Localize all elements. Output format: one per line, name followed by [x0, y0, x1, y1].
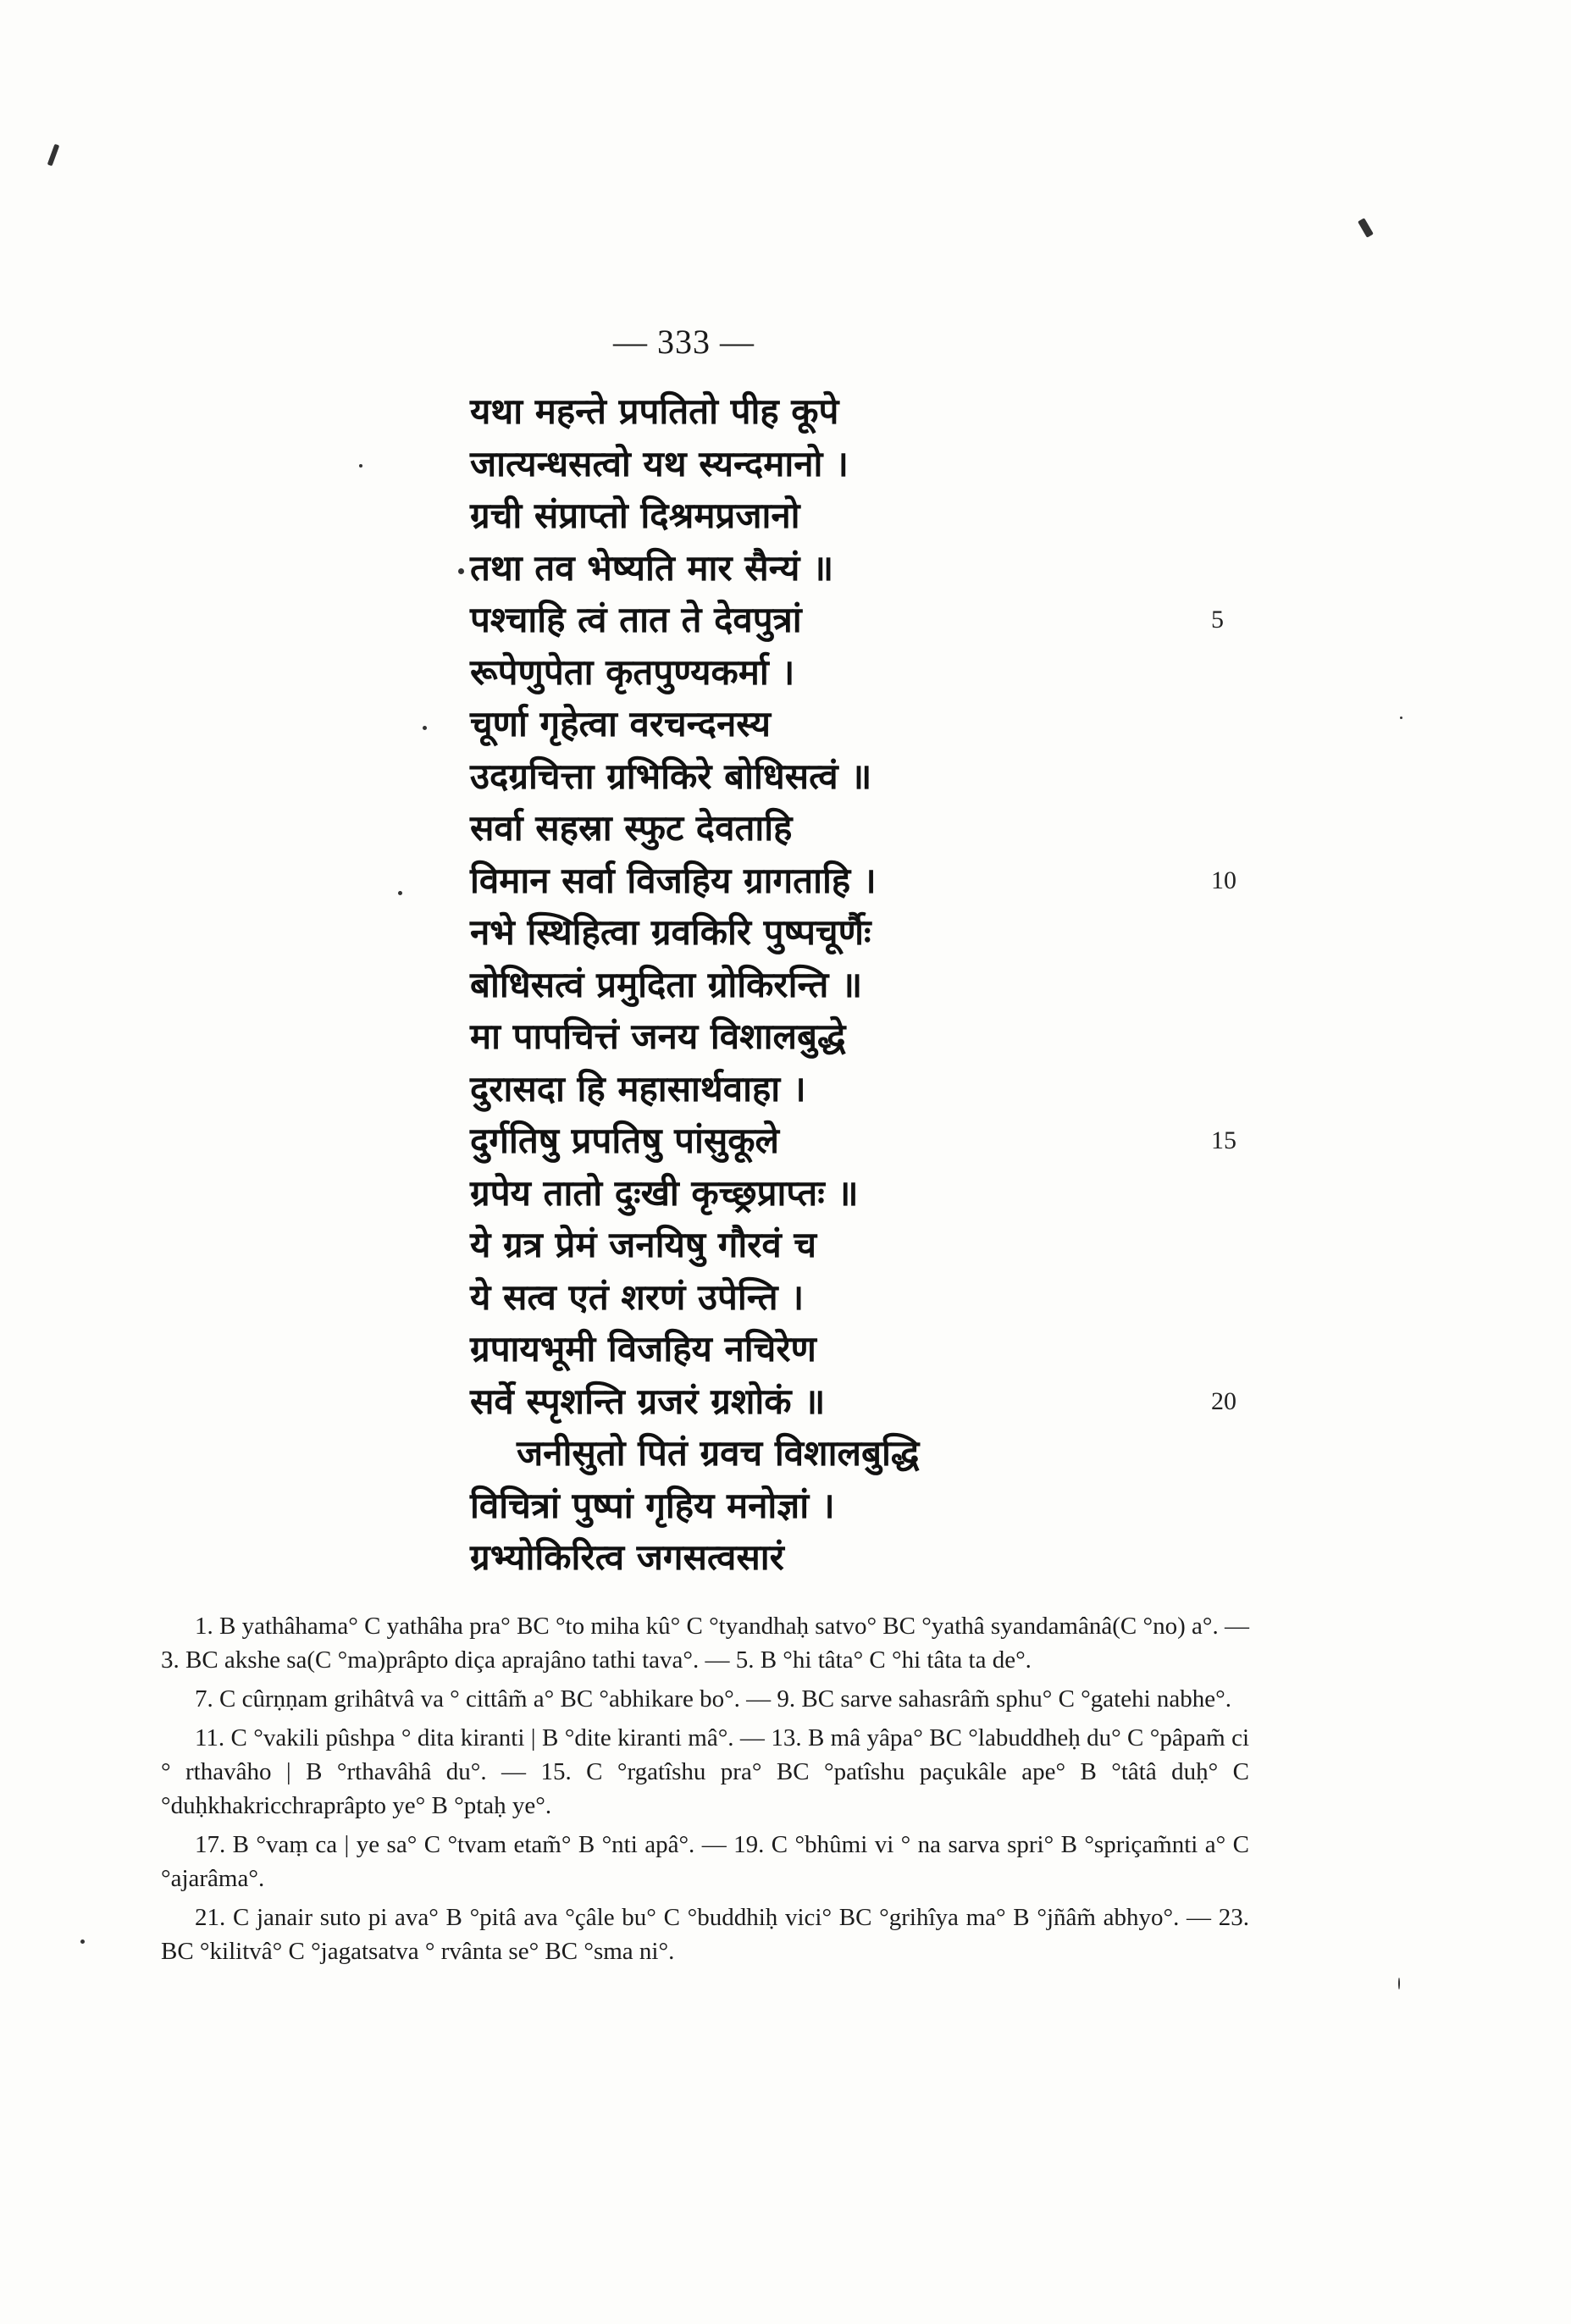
verse-line [470, 1375, 1236, 1428]
verse-line [470, 959, 1232, 1011]
verse-text: विचित्रां पुष्पां गृहिय मनोज्ञां । [470, 1484, 835, 1526]
verse-text: बोधिसत्वं प्रमुदिता ग्रोकिरन्ति ॥ [470, 963, 863, 1005]
line-number: 5 [1211, 606, 1224, 634]
verse-text: चूर्णा गृहेत्वा वरचन्दनस्य [470, 703, 771, 744]
scan-speck [47, 144, 60, 166]
verse-text: मा पापचित्तं जनय विशालबुद्धे [470, 1015, 846, 1057]
scan-speck [423, 726, 427, 730]
verse-text: ग्रपेय तातो दुःखी कृच्छ्रप्राप्तः ॥ [470, 1171, 859, 1214]
verse-line [470, 1167, 1232, 1220]
line-number: 15 [1211, 1126, 1236, 1154]
verse-text: दुर्गतिषु प्रपतिषु पांसुकूले [470, 1120, 779, 1161]
footnote: 17. B °vaṃ ca | ye sa° C °tvam etam̃° B °nti apâ°. — 19. C °bhûmi vi ° na sarva spri° B °spriçam̃nti a° C °ajarâma°. [161, 1831, 1249, 1892]
footnotes [161, 1609, 1249, 1973]
scan-speck [359, 464, 362, 468]
verse-block [470, 385, 1236, 1584]
verse-line [470, 698, 1232, 750]
verse-line [470, 1531, 1232, 1584]
verse-line [470, 646, 1232, 699]
footnote: 1. B yathâhama° C yathâha pra° BC °to miha kû° C °tyandhaḥ satvo° BC °yathâ syandamânâ(C °no) a°. — 3. BC akshe sa(C °ma)prâpto diça aprajâno tathi tava°. — 5. B °hi tâta° C °hi tâta ta de°. [161, 1613, 1249, 1674]
scan-speck [1400, 717, 1402, 719]
verse-line [470, 1063, 1232, 1115]
scan-speck [398, 891, 402, 895]
scan-speck [1358, 218, 1374, 238]
verse-line [470, 1115, 1236, 1167]
verse-line [470, 906, 1232, 959]
scan-speck [80, 1939, 85, 1944]
scan-speck [458, 568, 464, 574]
verse-line [470, 1219, 1232, 1271]
verse-line [470, 855, 1236, 907]
verse-line [470, 1271, 1232, 1324]
verse-text: ये ग्रत्र प्रेमं जनयिषु गौरवं च [470, 1224, 817, 1265]
footnote: 11. C °vakili pûshpa ° dita kiranti | B °dite kiranti mâ°. — 13. B mâ yâpa° BC °labuddheḥ du° C °pâpam̃ ci ° rthavâho | B °rthavâhâ du°. — 15. C °rgatîshu pra° BC °patîshu paçukâle ape° B °tâtâ duḥ° C °duḥkhakricchraprâpto ye° B °ptaḥ ye°. [161, 1724, 1249, 1819]
verse-text: यथा महन्ते प्रपतितो पीह कूपे [470, 390, 839, 432]
verse-text: विमान सर्वा विजहिय ग्रागताहि । [470, 859, 877, 901]
verse-line [470, 438, 1232, 490]
verse-text: जनीसुतो पितं ग्रवच विशालबुद्धि [517, 1432, 920, 1474]
scan-speck [1398, 1978, 1400, 1989]
verse-text: सर्वा सहस्रा स्फुट देवताहि [470, 807, 793, 849]
verse-text: ये सत्व एतं शरणं उपेन्ति । [470, 1275, 805, 1318]
verse-line [470, 594, 1232, 646]
footnote: 7. C cûrṇṇam grihâtvâ va ° cittâm̃ a° BC °abhikare bo°. — 9. BC sarve sahasrâm̃ sphu° C °gatehi nabhe°. [195, 1685, 1231, 1713]
verse-text: जात्यन्धसत्वो यथ स्यन्दमानो । [470, 442, 849, 484]
footnote: 21. C janair suto pi ava° B °pitâ ava °çâle bu° C °buddhiḥ vici° BC °grihîya ma° B °jñâm̃ abhyo°. — 23. BC °kilitvâ° C °jagatsatva ° rvânta se° BC °sma ni°. [161, 1904, 1249, 1965]
verse-line [470, 385, 1232, 438]
verse-line [470, 802, 1232, 855]
verse-text: ग्रची संप्राप्तो दिश्रमप्रजानो [470, 495, 800, 536]
verse-line [470, 490, 1232, 542]
page-number: — 333 — [613, 323, 755, 361]
verse-text: ग्रपायभूमी विजहिय नचिरेण [470, 1328, 816, 1370]
verse-text: रूपेणुपेता कृतपुण्यकर्मा । [470, 650, 795, 693]
verse-text: ग्रभ्योकिरित्व जगसत्वसारं [470, 1536, 784, 1578]
line-number: 20 [1211, 1386, 1236, 1415]
verse-line [470, 750, 1232, 803]
verse-line [470, 1010, 1232, 1063]
verse-text: उदग्रचित्ता ग्रभिकिरे बोधिसत्वं ॥ [470, 755, 872, 797]
verse-text: नभे स्थिहित्वा ग्रवकिरि पुष्पचूर्णैः [470, 911, 871, 953]
verse-line [470, 1480, 1232, 1532]
verse-line [470, 1323, 1232, 1375]
verse-line [470, 1427, 1232, 1480]
line-number: 10 [1211, 866, 1236, 894]
verse-text: दुरासदा हि महासार्थवाहा । [470, 1067, 806, 1109]
verse-text: सर्वे स्पृशन्ति ग्रजरं ग्रशोकं ॥ [470, 1380, 826, 1422]
verse-text: तथा तव भेष्यति मार सैन्यं ॥ [470, 546, 834, 589]
verse-text: पश्चाहि त्वं तात ते देवपुत्रां [470, 599, 802, 640]
verse-line [470, 542, 1232, 595]
